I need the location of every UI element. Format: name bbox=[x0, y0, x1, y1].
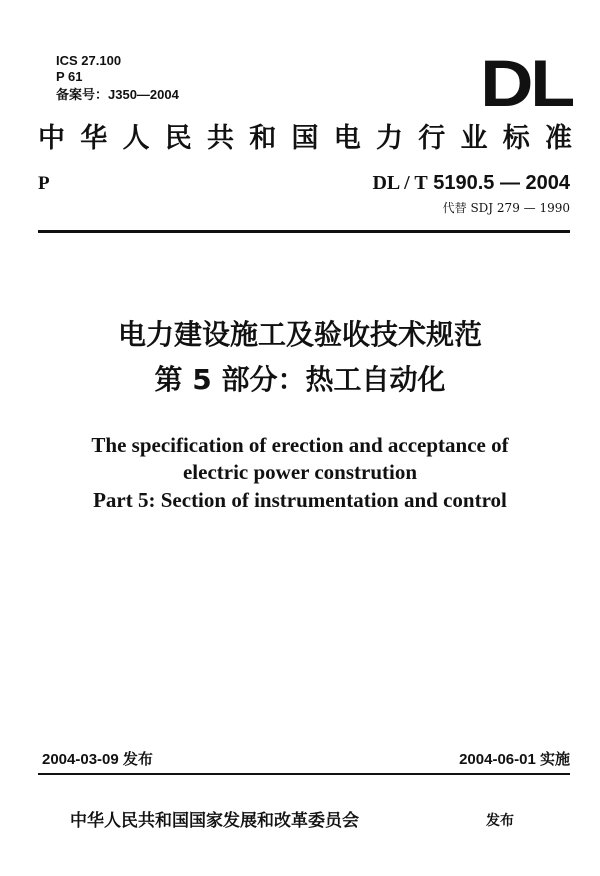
issue-date: 2004-03-09 发布 bbox=[42, 751, 153, 768]
industry-title-char: 业 bbox=[460, 123, 488, 154]
replaces-note: 代替 SDJ 279 — 1990 bbox=[442, 201, 570, 215]
classification-code: P 61 bbox=[56, 69, 83, 84]
chinese-title-line-2: 第 5 部分：热工自动化 bbox=[154, 363, 446, 396]
standard-code: 5190.5 — 2004 bbox=[433, 172, 570, 194]
chinese-title-line-1: 电力建设施工及验收技术规范 bbox=[117, 318, 482, 351]
header-divider bbox=[38, 230, 570, 233]
issue-verb: 发布 bbox=[486, 813, 514, 829]
industry-title-char: 民 bbox=[164, 123, 192, 154]
record-number: 备案号：J350—2004 bbox=[56, 87, 179, 102]
industry-title-char: 国 bbox=[291, 123, 319, 154]
footer-divider bbox=[38, 773, 570, 775]
industry-title-char: 标 bbox=[502, 123, 530, 154]
industry-title-char: 准 bbox=[545, 123, 572, 154]
industry-title-char: 力 bbox=[376, 123, 403, 154]
implementation-date: 2004-06-01 实施 bbox=[459, 751, 570, 768]
industry-title-char: 人 bbox=[122, 123, 150, 154]
class-letter: P bbox=[38, 173, 50, 194]
industry-title-char: 共 bbox=[207, 123, 234, 154]
ics-code: ICS 27.100 bbox=[56, 53, 122, 68]
industry-title-char: 和 bbox=[249, 123, 277, 154]
industry-standard-title bbox=[38, 122, 572, 156]
dl-logo: DL bbox=[480, 46, 572, 120]
english-title-line-3: Part 5: Section of instrumentation and control bbox=[93, 488, 507, 512]
issuing-authority: 中华人民共和国国家发展和改革委员会 bbox=[70, 811, 359, 831]
industry-title-char: 中 bbox=[38, 123, 65, 154]
english-title-line-1: The specification of erection and acceptance of bbox=[91, 433, 509, 457]
standard-prefix: DL / T bbox=[372, 172, 428, 194]
industry-title-char: 华 bbox=[80, 123, 108, 154]
standard-number bbox=[372, 171, 570, 195]
industry-title-char: 电 bbox=[333, 123, 361, 154]
industry-title-char: 行 bbox=[418, 123, 446, 154]
english-title-line-2: electric power constrution bbox=[182, 460, 418, 484]
